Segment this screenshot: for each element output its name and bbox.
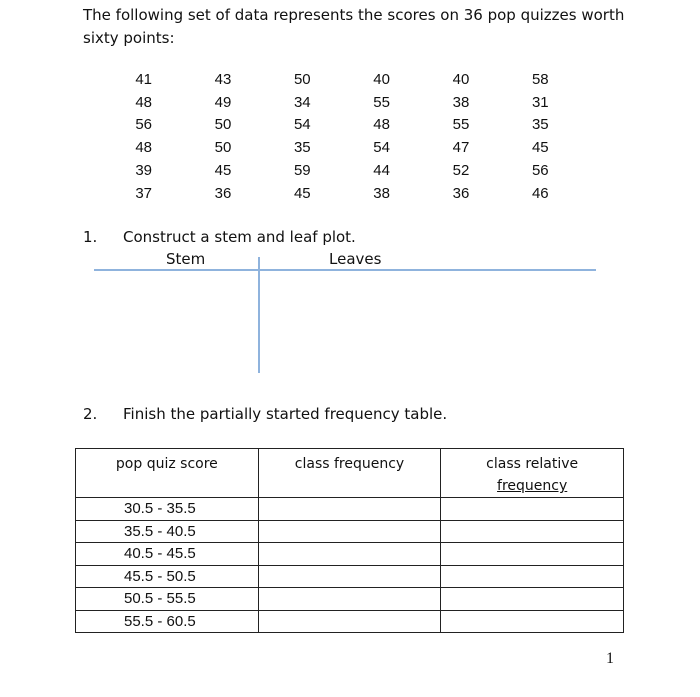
class-frequency-cell[interactable] [258, 588, 441, 611]
score-value: 55 [452, 116, 470, 134]
frequency-table [75, 448, 624, 633]
score-value: 38 [452, 93, 470, 111]
score-range-cell: 30.5 - 35.5 [76, 498, 259, 521]
score-value: 50 [293, 70, 311, 88]
score-value: 48 [135, 139, 152, 157]
score-value: 52 [452, 162, 470, 180]
relative-frequency-cell[interactable] [441, 498, 624, 521]
table-row [76, 543, 624, 566]
relative-frequency-cell[interactable] [441, 543, 624, 566]
data-row [104, 114, 580, 137]
score-value: 54 [293, 116, 311, 134]
question-2-text: Finish the partially started frequency table. [123, 405, 448, 423]
class-frequency-cell[interactable] [258, 498, 441, 521]
class-frequency-cell[interactable] [258, 520, 441, 543]
stem-leaf-vertical-line [258, 257, 260, 373]
score-value: 50 [214, 116, 232, 134]
relative-frequency-cell[interactable] [441, 588, 624, 611]
score-value: 59 [293, 162, 311, 180]
score-range-cell: 45.5 - 50.5 [76, 565, 259, 588]
score-value: 56 [135, 116, 152, 134]
score-value: 31 [531, 93, 549, 111]
score-value: 45 [293, 184, 311, 202]
score-value: 40 [452, 70, 470, 88]
score-value: 48 [135, 93, 152, 111]
score-value: 41 [135, 70, 152, 88]
class-frequency-cell[interactable] [258, 543, 441, 566]
leaves-header: Leaves [329, 250, 382, 268]
page-number: 1 [606, 650, 614, 667]
score-value: 36 [452, 184, 470, 202]
score-value: 56 [531, 162, 549, 180]
score-value: 39 [135, 162, 152, 180]
table-row [76, 520, 624, 543]
score-value: 47 [452, 139, 470, 157]
question-1-number: 1. [83, 228, 98, 246]
score-value: 55 [373, 93, 390, 111]
data-row [104, 68, 580, 91]
score-range-cell: 50.5 - 55.5 [76, 588, 259, 611]
score-value: 45 [214, 162, 232, 180]
score-value: 43 [214, 70, 232, 88]
header-class-relative-frequency: class relative frequency [441, 449, 624, 498]
data-row [104, 182, 580, 205]
class-frequency-cell[interactable] [258, 610, 441, 633]
data-row [104, 159, 580, 182]
score-value: 46 [531, 184, 549, 202]
relative-frequency-cell[interactable] [441, 565, 624, 588]
stem-leaf-horizontal-line [94, 269, 596, 271]
score-value: 36 [214, 184, 232, 202]
score-value: 49 [214, 93, 232, 111]
score-value: 37 [135, 184, 152, 202]
table-header-row [76, 449, 624, 498]
question-2-number: 2. [83, 405, 98, 423]
header-pop-quiz-score: pop quiz score [76, 449, 259, 498]
score-value: 38 [373, 184, 390, 202]
table-row [76, 588, 624, 611]
header-class-frequency: class frequency [258, 449, 441, 498]
class-frequency-cell[interactable] [258, 565, 441, 588]
score-value: 35 [531, 116, 549, 134]
table-row [76, 498, 624, 521]
score-range-cell: 35.5 - 40.5 [76, 520, 259, 543]
stem-header: Stem [166, 250, 206, 268]
data-row [104, 136, 580, 159]
score-value: 45 [531, 139, 549, 157]
score-value: 54 [373, 139, 390, 157]
score-value: 50 [214, 139, 232, 157]
score-range-cell: 55.5 - 60.5 [76, 610, 259, 633]
table-row [76, 610, 624, 633]
relative-frequency-cell[interactable] [441, 520, 624, 543]
score-range-cell: 40.5 - 45.5 [76, 543, 259, 566]
score-value: 48 [373, 116, 390, 134]
intro-text: The following set of data represents the scores on 36 pop quizzes worth sixty points: [83, 6, 625, 47]
score-value: 44 [373, 162, 390, 180]
table-row [76, 565, 624, 588]
score-value: 35 [293, 139, 311, 157]
score-value: 40 [373, 70, 390, 88]
relative-frequency-cell[interactable] [441, 610, 624, 633]
score-value: 58 [531, 70, 549, 88]
question-1-text: Construct a stem and leaf plot. [123, 228, 356, 246]
score-value: 34 [293, 93, 311, 111]
score-data-grid [104, 68, 580, 205]
data-row [104, 91, 580, 114]
